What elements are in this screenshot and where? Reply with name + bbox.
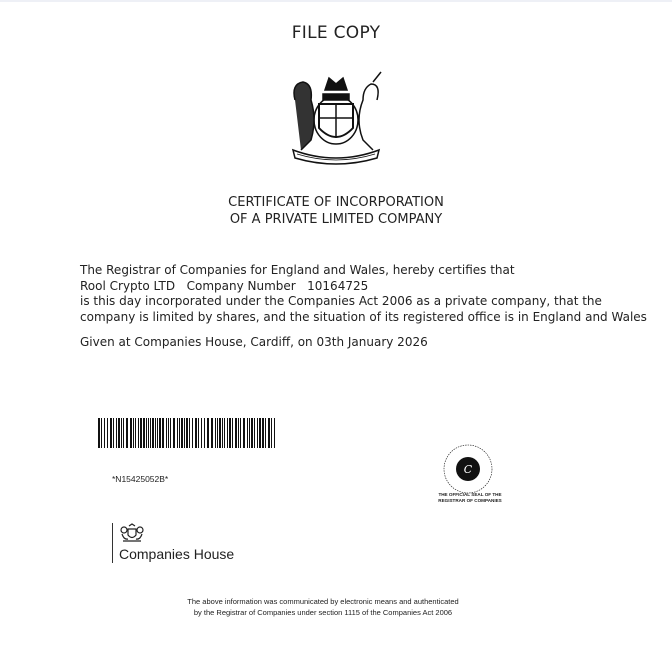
barcode-bar <box>211 418 213 448</box>
barcode-bar <box>130 418 132 448</box>
companies-house-crest-icon <box>119 523 145 543</box>
barcode-bar <box>254 418 255 448</box>
barcode-bar <box>204 418 205 448</box>
company-number-label: Company Number <box>186 278 296 293</box>
barcode-bar <box>268 418 270 448</box>
barcode-bar <box>224 418 225 448</box>
barcode-bar <box>140 418 142 448</box>
top-border <box>0 0 672 2</box>
barcode-bar <box>98 418 100 448</box>
barcode-bar <box>123 418 124 448</box>
barcode-bar <box>232 418 233 448</box>
barcode-bar <box>192 418 193 448</box>
barcode-text: *N15425052B* <box>112 474 169 484</box>
heading-line-2: OF A PRIVATE LIMITED COMPANY <box>229 212 443 227</box>
barcode-bar <box>181 418 183 448</box>
royal-coat-of-arms-icon <box>283 70 389 166</box>
barcode-bar <box>150 418 151 448</box>
barcode-bar <box>162 418 164 448</box>
footer-note <box>0 596 646 618</box>
certificate-heading <box>0 194 672 228</box>
given-line: Given at Companies House, Cardiff, on 03th January 2026 <box>80 335 428 349</box>
barcode-bar <box>198 418 199 448</box>
barcode-bar <box>166 418 167 448</box>
seal-caption-line-2: REGISTRAR OF COMPANIES <box>438 497 502 503</box>
barcode-bar <box>257 418 258 448</box>
barcode-bar <box>157 418 158 448</box>
barcode-bar <box>121 418 122 448</box>
barcode-bar <box>207 418 209 448</box>
barcode-bar <box>113 418 114 448</box>
barcode-bar <box>240 418 241 448</box>
barcode-bar <box>146 418 147 448</box>
barcode-bar <box>104 418 105 448</box>
barcode-bar <box>110 418 112 448</box>
body-line-3: is this day incorporated under the Companies Act 2006 as a private company, that the <box>80 294 602 308</box>
barcode-bar <box>274 418 275 448</box>
barcode-bar <box>184 418 185 448</box>
company-number: 10164725 <box>307 278 369 293</box>
barcode-bar <box>179 418 180 448</box>
barcode-bar <box>259 418 261 448</box>
seal-caption <box>430 492 510 503</box>
barcode-bar <box>249 418 250 448</box>
barcode-bar <box>189 418 190 448</box>
barcode-bar <box>247 418 248 448</box>
barcode-bar <box>227 418 228 448</box>
barcode-bar <box>126 418 128 448</box>
barcode-bar <box>143 418 145 448</box>
footer-line-1: The above information was communicated by electronic means and authenticated <box>187 597 459 606</box>
svg-text:C: C <box>463 463 473 476</box>
barcode-bar <box>155 418 156 448</box>
barcode-bar <box>177 418 178 448</box>
barcode-bar <box>229 418 231 448</box>
barcode-bar <box>186 418 188 448</box>
barcode-bar <box>133 418 134 448</box>
barcode-bar <box>116 418 117 448</box>
barcode <box>98 418 278 448</box>
body-line-1: The Registrar of Companies for England and Wales, hereby certifies that <box>80 263 515 277</box>
barcode-bar <box>159 418 161 448</box>
seal-caption-line-1: THE OFFICIAL SEAL OF THE <box>438 492 502 497</box>
company-name: Rool Crypto LTD <box>80 278 176 293</box>
barcode-bar <box>265 418 266 448</box>
barcode-bar <box>170 418 171 448</box>
barcode-bar <box>201 418 202 448</box>
barcode-bar <box>243 418 245 448</box>
barcode-bar <box>238 418 239 448</box>
barcode-bar <box>118 418 120 448</box>
barcode-bar <box>101 418 102 448</box>
official-seal-icon <box>440 443 496 499</box>
barcode-bar <box>173 418 175 448</box>
barcode-bar <box>215 418 216 448</box>
barcode-bar <box>135 418 136 448</box>
barcode-bar <box>219 418 221 448</box>
body-line-4: company is limited by shares, and the situation of its registered office is in England and Wales <box>80 309 647 324</box>
companies-house-logo <box>112 523 234 563</box>
barcode-bar <box>148 418 149 448</box>
barcode-bar <box>152 418 154 448</box>
barcode-bar <box>107 418 108 448</box>
barcode-bar <box>222 418 223 448</box>
footer-line-2: by the Registrar of Companies under section 1115 of the Companies Act 2006 <box>193 608 453 617</box>
barcode-bar <box>262 418 264 448</box>
barcode-bar <box>271 418 272 448</box>
barcode-bar <box>251 418 253 448</box>
document-title: FILE COPY <box>291 23 381 43</box>
barcode-bar <box>138 418 139 448</box>
barcode-bar <box>217 418 218 448</box>
barcode-bar <box>168 418 169 448</box>
heading-line-1: CERTIFICATE OF INCORPORATION <box>228 195 444 210</box>
company-line <box>80 279 647 295</box>
barcode-bar <box>235 418 237 448</box>
companies-house-name: Companies House <box>119 546 235 562</box>
barcode-bar <box>195 418 197 448</box>
certificate-body <box>80 263 647 325</box>
